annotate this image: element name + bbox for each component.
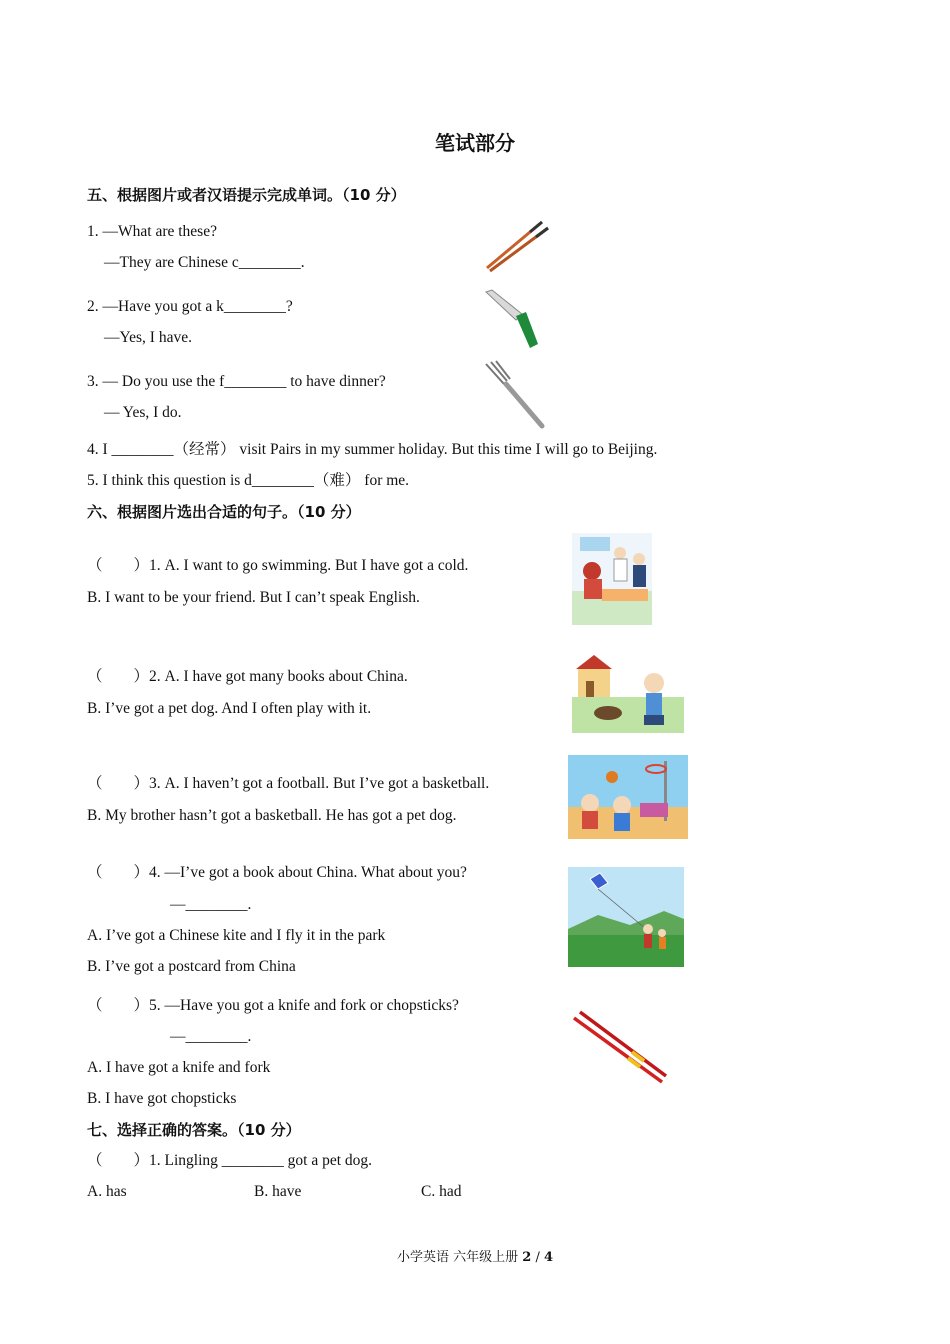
s5-q2-answer: —Yes, I have. bbox=[104, 329, 192, 346]
s7-q1-option-a: A. has bbox=[87, 1183, 127, 1200]
page-title: 笔试部分 bbox=[435, 131, 515, 155]
s5-q3-question: 3. — Do you use the f________ to have dinner? bbox=[87, 373, 386, 390]
s6-q3-option-a: （ ）3. A. I haven’t got a football. But I’ve got a basketball. bbox=[87, 775, 490, 792]
fork-image bbox=[482, 360, 548, 430]
red-chopsticks-image bbox=[570, 1010, 670, 1090]
s5-q3-answer: — Yes, I do. bbox=[104, 404, 182, 421]
s6-q4-option-a: A. I’ve got a Chinese kite and I fly it in the park bbox=[87, 927, 386, 944]
s6-q1-option-b: B. I want to be your friend. But I can’t speak English. bbox=[87, 589, 420, 606]
s6-q5-option-b: B. I have got chopsticks bbox=[87, 1090, 237, 1107]
s6-q4-blank: —________. bbox=[170, 896, 252, 913]
s6-q5-question: （ ）5. —Have you got a knife and fork or chopsticks? bbox=[87, 997, 459, 1014]
footer-separator: / bbox=[531, 1250, 544, 1265]
s7-q1-option-c: C. had bbox=[421, 1183, 462, 1200]
page-footer bbox=[0, 1246, 950, 1265]
s7-q1-option-b: B. have bbox=[254, 1183, 302, 1200]
section-6-heading: 六、根据图片选出合适的句子。（10 分） bbox=[87, 503, 361, 521]
s6-q3-option-b: B. My brother hasn’t got a basketball. He has got a pet dog. bbox=[87, 807, 457, 824]
s5-q2-question: 2. —Have you got a k________? bbox=[87, 298, 293, 315]
s6-q4-option-b: B. I’ve got a postcard from China bbox=[87, 958, 296, 975]
s6-q5-option-a: A. I have got a knife and fork bbox=[87, 1059, 271, 1076]
s5-q4: 4. I ________（经常） visit Pairs in my summer holiday. But this time I will go to Beijing. bbox=[87, 441, 658, 458]
knife-image bbox=[482, 288, 542, 352]
kite-flying-picture bbox=[568, 867, 684, 967]
footer-subject: 小学英语 六年级上册 bbox=[396, 1250, 519, 1265]
s5-q5: 5. I think this question is d________（难） for me. bbox=[87, 472, 410, 489]
basketball-kids-picture bbox=[568, 755, 688, 839]
s6-q1-option-a: （ ）1. A. I want to go swimming. But I have got a cold. bbox=[87, 557, 469, 574]
s6-q4-question: （ ）4. —I’ve got a book about China. What about you? bbox=[87, 864, 467, 881]
s6-q2-option-b: B. I’ve got a pet dog. And I often play with it. bbox=[87, 700, 372, 717]
footer-page-total: 4 bbox=[543, 1250, 554, 1265]
section-5-heading: 五、根据图片或者汉语提示完成单词。（10 分） bbox=[87, 186, 406, 204]
s6-q2-option-a: （ ）2. A. I have got many books about China. bbox=[87, 668, 408, 685]
restaurant-picture bbox=[572, 533, 652, 625]
chopsticks-image bbox=[482, 218, 552, 274]
boy-and-dog-picture bbox=[572, 653, 684, 733]
s6-q5-blank: —________. bbox=[170, 1028, 252, 1045]
s5-q1-answer: —They are Chinese c________. bbox=[104, 254, 305, 271]
section-7-heading: 七、选择正确的答案。（10 分） bbox=[87, 1121, 301, 1139]
footer-page-number: 2 bbox=[522, 1250, 532, 1265]
s5-q1-question: 1. —What are these? bbox=[87, 223, 217, 240]
s7-q1-question: （ ）1. Lingling ________ got a pet dog. bbox=[87, 1152, 373, 1169]
